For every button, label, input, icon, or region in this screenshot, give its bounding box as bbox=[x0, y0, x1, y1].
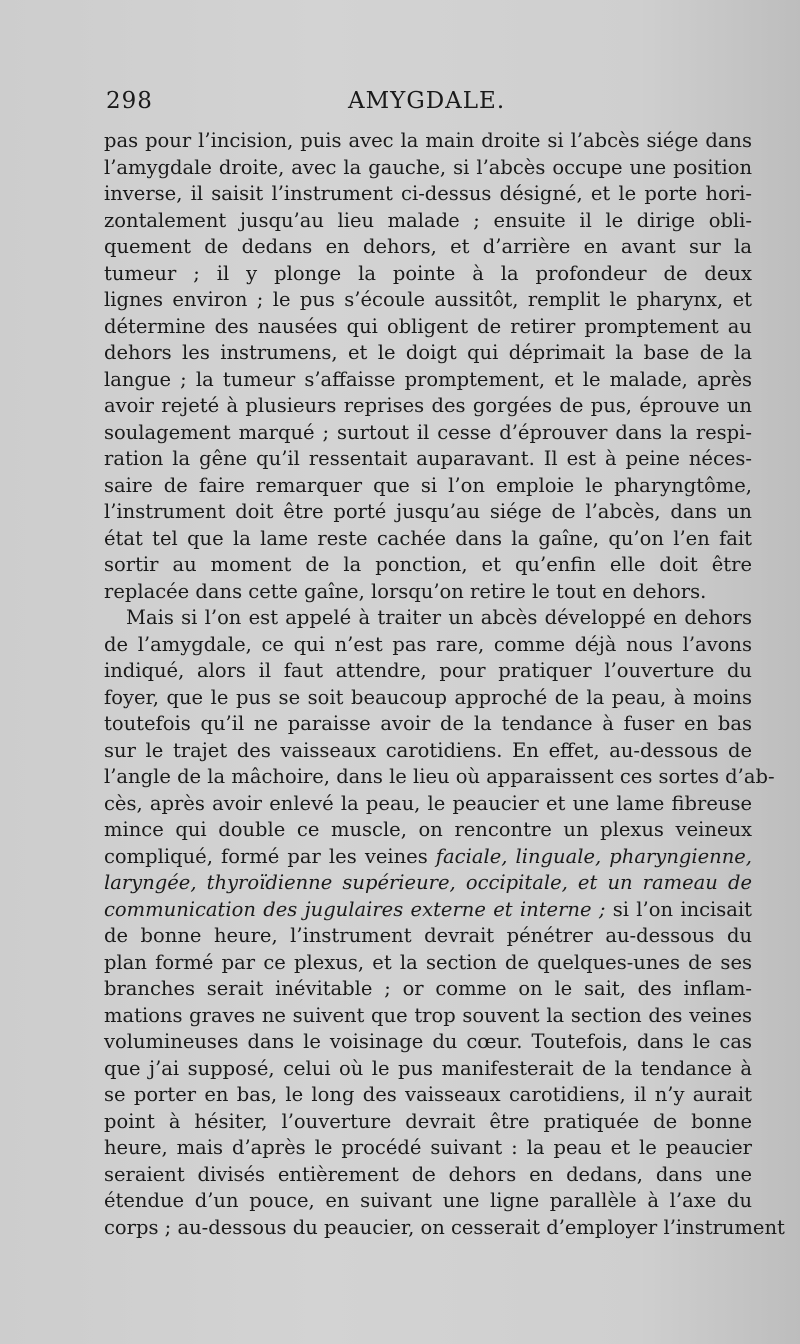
text-line bbox=[104, 340, 752, 367]
text-run: quement de dedans en dehors, et d’arrière en avant sur la bbox=[104, 235, 752, 258]
text-run: cès, après avoir enlevé la peau, le peaucier et une lame fibreuse bbox=[104, 791, 752, 815]
text-run: sortir au moment de la ponction, et qu’enfin elle doit être bbox=[104, 553, 752, 576]
text-run: l’amygdale droite, avec la gauche, si l’abcès occupe une position bbox=[104, 155, 752, 179]
text-run: avoir rejeté à plusieurs reprises des gorgées de pus, éprouve un bbox=[104, 394, 752, 417]
text-line bbox=[104, 526, 752, 553]
text-line bbox=[104, 314, 752, 341]
text-line bbox=[104, 976, 752, 1003]
text-run: tumeur ; il y plonge la pointe à la profondeur de deux bbox=[104, 261, 752, 285]
text-line bbox=[104, 950, 752, 977]
text-run: de bonne heure, l’instrument devrait pénétrer au-dessous du bbox=[104, 924, 752, 947]
text-run: replacée dans cette gaîne, lorsqu’on retire le tout en dehors. bbox=[104, 579, 707, 603]
page-header bbox=[106, 88, 746, 124]
text-line bbox=[104, 711, 752, 738]
text-line bbox=[104, 1135, 752, 1162]
page-number: 298 bbox=[106, 88, 153, 114]
text-line bbox=[104, 1109, 752, 1136]
italic-run: laryngée, thyroïdienne supérieure, occipitale, et un rameau de bbox=[104, 871, 752, 894]
text-run: lignes environ ; le pus s’écoule aussitôt, remplit le pharynx, et bbox=[104, 288, 752, 311]
italic-run: faciale, linguale, pharyngienne, bbox=[435, 844, 752, 868]
text-run: soulagement marqué ; surtout il cesse d’éprouver dans la respi- bbox=[104, 420, 752, 444]
text-line bbox=[104, 287, 752, 314]
text-run: étendue d’un pouce, en suivant une ligne parallèle à l’axe du bbox=[104, 1189, 752, 1212]
text-line bbox=[104, 473, 752, 500]
text-run: que j’ai supposé, celui où le pus manifesterait de la tendance à bbox=[104, 1056, 752, 1080]
running-title: AMYGDALE. bbox=[348, 88, 506, 114]
text-line bbox=[104, 155, 752, 182]
text-line bbox=[104, 446, 752, 473]
text-line bbox=[104, 552, 752, 579]
text-run: l’angle de la mâchoire, dans le lieu où apparaissent ces sortes d’ab- bbox=[104, 765, 775, 788]
text-run: seraient divisés entièrement de dehors en dedans, dans une bbox=[104, 1162, 752, 1186]
text-line bbox=[104, 605, 752, 632]
text-run: pas pour l’incision, puis avec la main droite si l’abcès siége dans bbox=[104, 129, 752, 152]
text-line bbox=[104, 658, 752, 685]
text-line bbox=[104, 791, 752, 818]
text-line bbox=[104, 764, 775, 791]
text-run: compliqué, formé par les veines bbox=[104, 844, 436, 868]
text-run: se porter en bas, le long des vaisseaux carotidiens, il n’y aurait bbox=[104, 1083, 752, 1106]
text-run: langue ; la tumeur s’affaisse promptement, et le malade, après bbox=[104, 367, 752, 391]
text-run: sur le trajet des vaisseaux carotidiens. En effet, au-dessous de bbox=[104, 738, 752, 762]
text-line bbox=[104, 393, 752, 420]
text-line bbox=[104, 234, 752, 261]
text-line bbox=[104, 844, 752, 871]
text-run: saire de faire remarquer que si l’on emploie le pharyngtôme, bbox=[104, 473, 752, 497]
text-run: branches serait inévitable ; or comme on le sait, des inflam- bbox=[104, 977, 752, 1000]
text-line bbox=[104, 181, 752, 208]
text-run: volumineuses dans le voisinage du cœur. Toutefois, dans le cas bbox=[104, 1030, 752, 1053]
text-line bbox=[104, 420, 752, 447]
text-line bbox=[104, 1029, 752, 1056]
text-run: zontalement jusqu’au lieu malade ; ensuite il le dirige obli- bbox=[104, 208, 752, 232]
text-line bbox=[104, 128, 752, 155]
text-run: indiqué, alors il faut attendre, pour pratiquer l’ouverture du bbox=[104, 659, 752, 682]
text-run: ration la gêne qu’il ressentait auparavant. Il est à peine néces- bbox=[104, 447, 752, 470]
italic-run: communication des jugulaires externe et interne ; bbox=[104, 897, 606, 921]
text-line bbox=[104, 897, 752, 924]
text-line bbox=[104, 261, 752, 288]
text-run: corps ; au-dessous du peaucier, on cesserait d’employer l’instrument bbox=[104, 1215, 785, 1239]
text-run: point à hésiter, l’ouverture devrait être pratiquée de bonne bbox=[104, 1109, 752, 1133]
text-run: Mais si l’on est appelé à traiter un abcès développé en dehors bbox=[126, 606, 752, 629]
text-line bbox=[104, 1056, 752, 1083]
text-run: heure, mais d’après le procédé suivant : la peau et le peaucier bbox=[104, 1136, 752, 1159]
text-line bbox=[104, 1162, 752, 1189]
text-run: toutefois qu’il ne paraisse avoir de la tendance à fuser en bas bbox=[104, 712, 752, 735]
text-line bbox=[104, 208, 752, 235]
text-line bbox=[104, 817, 752, 844]
text-line bbox=[104, 499, 752, 526]
text-line bbox=[104, 923, 752, 950]
text-run: de l’amygdale, ce qui n’est pas rare, comme déjà nous l’avons bbox=[104, 632, 752, 656]
text-line bbox=[104, 367, 752, 394]
text-run: l’instrument doit être porté jusqu’au siége de l’abcès, dans un bbox=[104, 500, 752, 523]
text-run: inverse, il saisit l’instrument ci-dessus désigné, et le porte hori- bbox=[104, 182, 752, 205]
text-line bbox=[104, 870, 752, 897]
text-line bbox=[104, 632, 752, 659]
text-run: plan formé par ce plexus, et la section de quelques-unes de ses bbox=[104, 950, 752, 974]
text-run: détermine des nausées qui obligent de retirer promptement au bbox=[104, 314, 752, 338]
text-line bbox=[104, 738, 752, 765]
text-run: état tel que la lame reste cachée dans la gaîne, qu’on l’en fait bbox=[104, 526, 752, 550]
text-line bbox=[104, 1082, 752, 1109]
text-line bbox=[104, 1003, 752, 1030]
body-text bbox=[104, 128, 785, 1241]
text-run: si l’on incisait bbox=[605, 897, 753, 921]
text-run: mince qui double ce muscle, on rencontre un plexus veineux bbox=[104, 818, 752, 841]
text-run: dehors les instrumens, et le doigt qui déprimait la base de la bbox=[104, 341, 752, 364]
text-run: foyer, que le pus se soit beaucoup approché de la peau, à moins bbox=[104, 685, 752, 709]
text-line bbox=[104, 579, 752, 606]
text-line bbox=[104, 685, 752, 712]
text-run: mations graves ne suivent que trop souvent la section des veines bbox=[104, 1003, 752, 1027]
text-line bbox=[104, 1215, 785, 1242]
text-line bbox=[104, 1188, 752, 1215]
